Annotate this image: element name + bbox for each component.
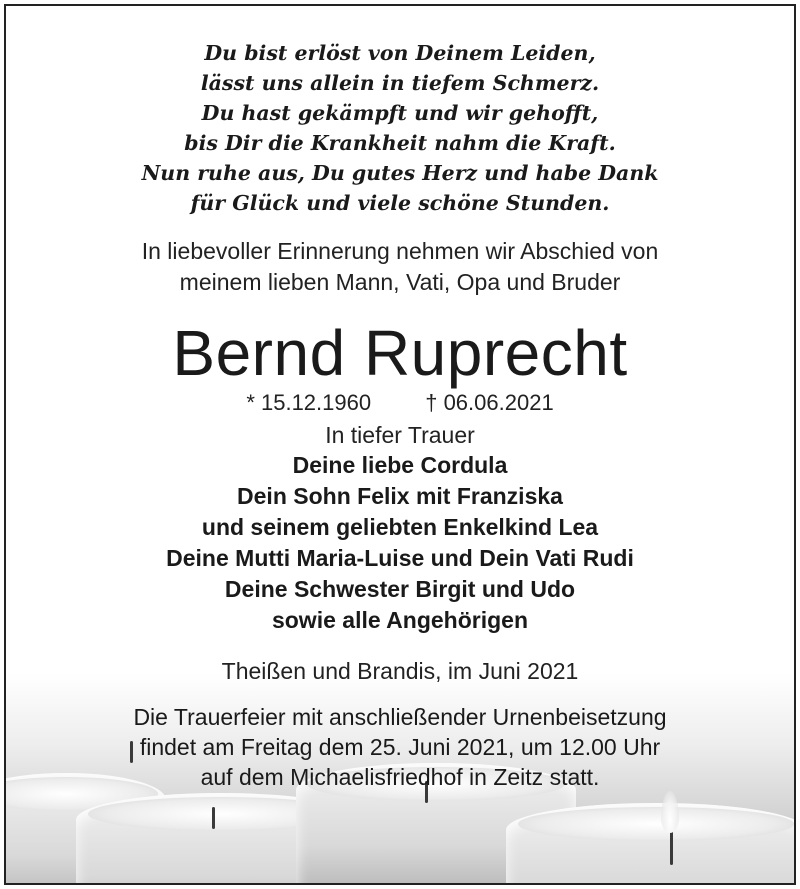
poem-line: für Glück und viele schöne Stunden. (190, 191, 610, 215)
family-line: Deine liebe Cordula (292, 452, 508, 478)
service-line: auf dem Michaelisfriedhof in Zeitz statt. (200, 764, 600, 790)
poem-line: bis Dir die Krankheit nahm die Kraft. (184, 131, 616, 155)
intro-text (6, 236, 794, 298)
poem-line: lässt uns allein in tiefem Schmerz. (200, 71, 600, 95)
service-info (6, 702, 794, 792)
poem-line: Du hast gekämpft und wir gehofft, (201, 101, 599, 125)
family-line: Dein Sohn Felix mit Franziska (237, 483, 563, 509)
candle-right (506, 803, 796, 885)
mourning-title: In tiefer Trauer (325, 422, 475, 448)
family-line: Deine Schwester Birgit und Udo (224, 576, 576, 602)
family-line: und seinem geliebten Enkelkind Lea (201, 514, 599, 540)
service-line: Die Trauerfeier mit anschließender Urnenbeisetzung (133, 704, 667, 730)
intro-line: In liebevoller Erinnerung nehmen wir Abschied von (141, 238, 659, 264)
wick-right (670, 829, 673, 865)
family-line: sowie alle Angehörigen (271, 607, 529, 633)
birth-date: * 15.12.1960 (246, 390, 372, 415)
family-line: Deine Mutti Maria-Luise und Dein Vati Rudi (166, 545, 634, 571)
deceased-name: Bernd Ruprecht (172, 317, 628, 389)
place-date: Theißen und Brandis, im Juni 2021 (221, 658, 579, 684)
intro-line: meinem lieben Mann, Vati, Opa und Bruder (179, 269, 621, 295)
wick-center-left (212, 807, 215, 829)
family-list (6, 450, 794, 636)
obituary-frame (4, 4, 796, 885)
poem-line: Nun ruhe aus, Du gutes Herz und habe Dank (141, 161, 659, 185)
poem (6, 38, 794, 218)
obituary-content (6, 6, 794, 792)
poem-line: Du bist erlöst von Deinem Leiden, (204, 41, 596, 65)
service-line: findet am Freitag dem 25. Juni 2021, um 12.00 Uhr (139, 734, 661, 760)
life-dates (6, 388, 794, 418)
death-date: † 06.06.2021 (425, 390, 554, 415)
candle-flame-icon (661, 791, 679, 833)
